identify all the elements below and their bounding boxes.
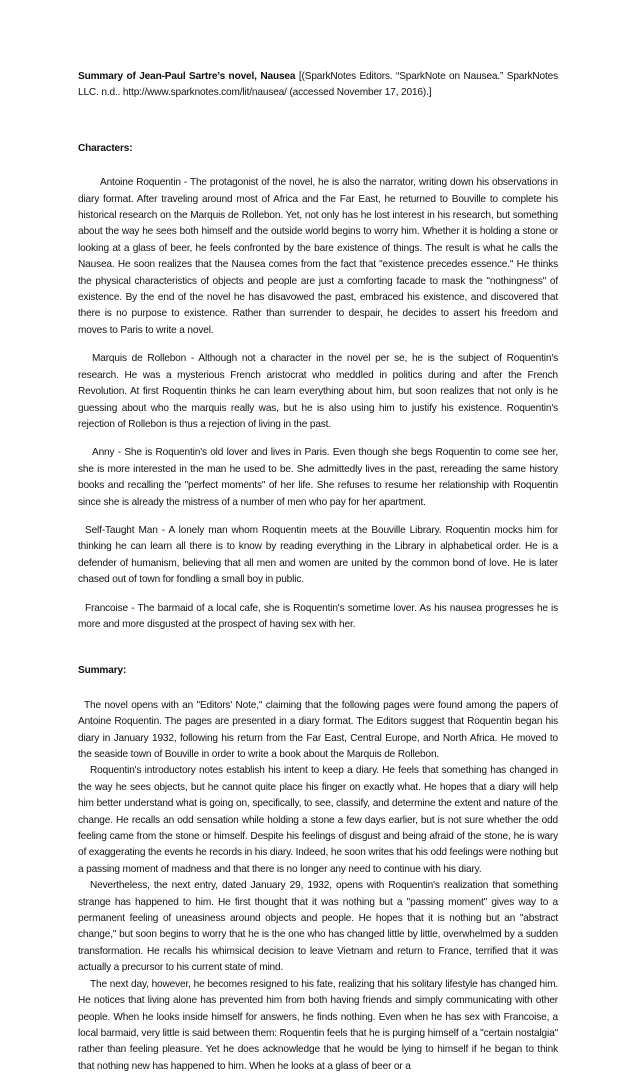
summary-paragraph: The next day, however, he becomes resigned to his fate, realizing that his solitary lifestyle has changed him. He notices that living alone has prevented him from both having friends and simply communicating with other people. When he looks inside himself for answers, he finds nothing. Even when he has sex with Francoise, a local barmaid, very little is said between them: Roquentin feels that he is purging himself of a "certain nostalgia" rather than feeling pleasure. Yet he does acknowledge that he would be lying to himself if he began to think that nothing new has happened to him. When he looks at a glass of beer or a [78, 978, 558, 1072]
character-entry-roquentin: Antoine Roquentin - The protagonist of the novel, he is also the narrator, writing down his observations in diary format. After traveling around most of Africa and the Far East, he returned to Bouville to complete his historical research on the Marquis de Rollebon. Yet, not only has he lost interest in his research, but something about the way he sees both himself and the outside world begins to worry him. Whether it is holding a stone or looking at a glass of beer, he feels confronted by the bare existence of things. The result is what he calls the Nausea. He soon realizes that the Nausea comes from the fact that "existence precedes essence." He thinks the physical characteristics of objects and people are just a comforting facade to mask the "nothingness" of existence. By the end of the novel he has disavowed the past, embraced his existence, and discovered that there is no purpose to existence. Rather than surrender to despair, he decides to assert his freedom and moves to Paris to write a novel. [78, 177, 558, 336]
summary-paragraph: Roquentin's introductory notes establish his intent to keep a diary. He feels that something has changed in the way he sees objects, but he cannot quite place his finger on exactly what. He hopes that a diary will help him better understand what is going on, specifically, to see, classify, and determine the extent and nature of the change. He recalls an odd sensation while holding a stone a few days earlier, but is not sure whether the odd feeling came from the stone or himself. Despite his feelings of disgust and being afraid of the stone, he is wary of exaggerating the events he records in his diary. Indeed, he soon writes that his odd feelings were nothing but a passing moment of madness and that there is no longer any need to continue with his diary. [78, 765, 559, 875]
characters-heading: Characters: [78, 142, 133, 154]
summary-heading: Summary: [78, 665, 127, 677]
character-entry-self-taught-man: Self-Taught Man - A lonely man whom Roquentin meets at the Bouville Library. Roquentin mocks him for thinking he can learn all there is to know by reading everything in the Library in alphabetical order. He is a defender of humanism, believing that all men and women are united by the common bond of love. He is later chased out of town for fondling a small boy in public. [78, 524, 558, 586]
summary-paragraph: Nevertheless, the next entry, dated January 29, 1932, opens with Roquentin's realization that something strange has happened to him. He first thought that it was nothing but a "passing moment" gives way to a permanent feeling of uneasiness around objects and people. He hopes that it is nothing but an "abstract change," but soon begins to worry that he is the one who has changed little by little, overwhelmed by a sudden transformation. He recalls his whimsical decision to leave Vietnam and return to France, terrified that it was actually a precursor to his current state of mind. [78, 880, 558, 974]
character-entry-anny: Anny - She is Roquentin's old lover and lives in Paris. Even though she begs Roquentin to come see her, she is more interested in the man he used to be. She admittedly lives in the past, rereading the same history books and recalling the "perfect moments" of her life. She refuses to resume her relationship with Roquentin since she is already the mistress of a number of men who pay for her apartment. [78, 447, 558, 508]
character-entry-francoise: Francoise - The barmaid of a local cafe, she is Roquentin's sometime lover. As his nausea progresses he is more and more disgusted at the prospect of having sex with her. [78, 602, 558, 630]
citation [78, 69, 558, 102]
citation-source: [(SparkNotes Editors. “SparkNote on Nausea.” SparkNotes LLC. n.d.. http://www.sparknotes.com/lit/nausea/ (accessed November 17, 2016).] [78, 71, 558, 99]
character-entry-rollebon: Marquis de Rollebon - Although not a character in the novel per se, he is the subject of Roquentin's research. He was a mysterious French aristocrat who meddled in politics during and after the French Revolution. At first Roquentin thinks he can learn everything about him, but soon realizes that not only is he guessing about who the marquis really was, but he is also using him to justify his existence. Roquentin's rejection of Rollebon is thus a rejection of living in the past. [78, 353, 558, 430]
summary-paragraph: The novel opens with an "Editors' Note," claiming that the following pages were found among the papers of Antoine Roquentin. The pages are presented in a diary format. The Editors suggest that Roquentin began his diary in January 1932, following his return from the Far East, Central Europe, and North Africa. He moved to the seaside town of Bouville in order to write a book about the Marquis de Rollebon. [78, 699, 558, 760]
document-title: Summary of Jean-Paul Sartre’s novel, Nausea [78, 71, 296, 82]
